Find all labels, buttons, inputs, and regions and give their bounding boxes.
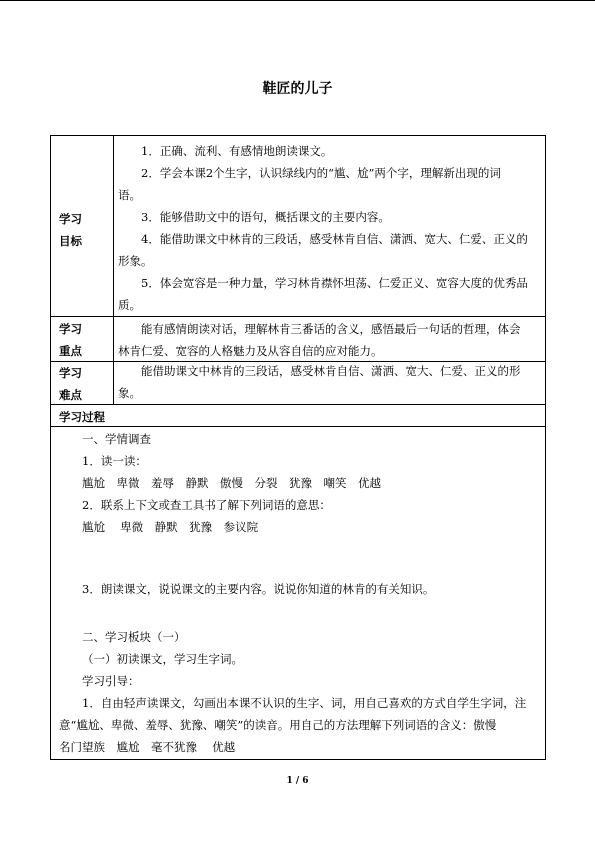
process-question-3 <box>59 578 543 600</box>
difficulties-label: 学习 难点 <box>59 366 82 402</box>
word-list: 尴尬 卑微 静默 犹豫 参议院 <box>82 520 259 534</box>
objective-item: 语。 <box>118 188 141 202</box>
objectives-label: 学习 目标 <box>59 212 82 248</box>
objective-item: 4．能借助课文中林肯的三段话，感受林肯自信、潇洒、宽大、仁爱、正义的 <box>141 232 528 246</box>
subsection-heading: （一）初读课文，学习生字词。 <box>82 652 243 666</box>
word-list: 尴尬 卑微 羞辱 静默 傲慢 分裂 犹豫 嘲笑 优越 <box>82 476 381 490</box>
section-heading: 一、学情调查 <box>82 432 151 446</box>
paragraph-line: 1．自由轻声读课文，勾画出本课不认识的生字、词，用自己喜欢的方式自学生字词，注 <box>82 696 527 710</box>
paragraph-line: 意“尴尬、卑微、羞辱、犹豫、嘲笑”的读音。用自己的方法理解下列词语的含义：傲慢 <box>59 718 497 732</box>
objectives-list <box>118 140 542 316</box>
keypoints-label: 学习 重点 <box>59 322 82 358</box>
page-title: 鞋匠的儿子 <box>262 81 333 97</box>
page-number: 1 / 6 <box>286 776 309 786</box>
process-section-1 <box>59 428 543 538</box>
keypoints-text: 能有感情朗读对话，理解林肯三番话的含义，感悟最后一句话的哲理，体会 林肯仁爱、宽容的人格魅力及从容自信的应对能力。 <box>118 322 521 358</box>
question: 1．读一读： <box>82 454 147 468</box>
row-divider <box>51 404 545 405</box>
section-heading: 二、学习板块（一） <box>82 630 186 644</box>
guide-label: 学习引导： <box>82 674 140 688</box>
difficulties-text: 能借助课文中林肯的三段话，感受林肯自信、潇洒、宽大、仁爱、正义的形 象。 <box>118 364 521 400</box>
question: 3．朗读课文，说说课文的主要内容。说说你知道的林肯的有关知识。 <box>82 582 435 596</box>
objective-item: 2．学会本课2个生字，认识绿线内的“尴、尬”两个字，理解新出现的词 <box>141 166 501 180</box>
lesson-table <box>50 135 546 760</box>
objective-item: 1．正确、流利、有感情地朗读课文。 <box>141 144 333 158</box>
objective-item: 形象。 <box>118 254 153 268</box>
objective-item: 3．能够借助文中的语句，概括课文的主要内容。 <box>141 210 390 224</box>
page-top-rule <box>0 0 595 1</box>
question: 2．联系上下文或查工具书了解下列词语的意思： <box>82 498 331 512</box>
process-section-2 <box>59 626 543 758</box>
objective-item: 5．体会宽容是一种力量，学习林肯襟怀坦荡、仁爱正义、宽容大度的优秀品 <box>141 276 528 290</box>
process-header: 学习过程 <box>59 410 105 424</box>
objective-item: 质。 <box>118 298 141 312</box>
row-divider <box>51 426 545 427</box>
column-divider <box>113 136 114 404</box>
paragraph-line: 名门望族 尴尬 毫不犹豫 优越 <box>59 740 236 754</box>
row-divider <box>51 316 545 317</box>
